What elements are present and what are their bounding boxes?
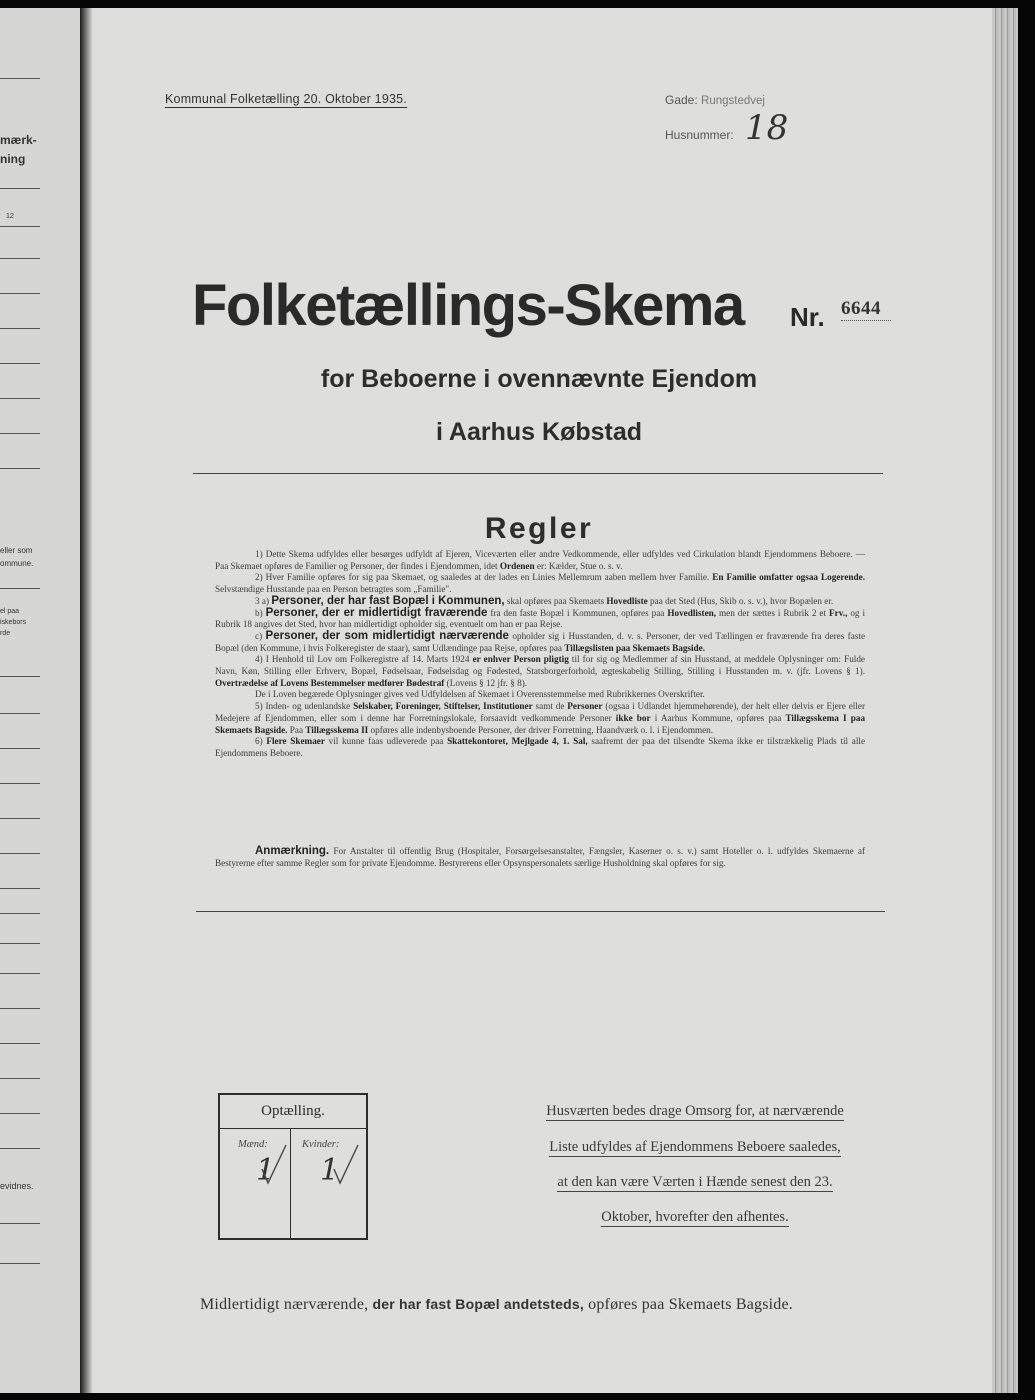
tally-box [218, 1093, 368, 1240]
women-count: 1 [320, 1153, 340, 1188]
form-rule [0, 783, 40, 784]
rules-heading: Regler [484, 512, 594, 545]
subtitle-residents: for Beboerne i ovennævnte Ejendom [320, 365, 758, 393]
rule-3a: 3 a) Personer, der har fast Bopæl i Kommunen, skal opføres paa Skemaets Hovedliste paa det Sted (Hus, Skib o. s. v.), hvor Bopælen er. [255, 594, 834, 607]
host-notice-line: at den kan være Værten i Hænde senest den 23. [557, 1174, 833, 1190]
form-rule [0, 328, 40, 329]
form-rule [0, 913, 40, 914]
rule-3c: c) Personer, der som midlertidigt nærværende opholder sig i Husstanden, d. v. s. Personer, der ved Tællingen er fraværende fra deres faste Bopæl (den Kommune, i hvis Folkeregister de staar), samt Udlændinge paa Rejse, opføres paa Tillægslisten paa Skemaets Bagside. [215, 629, 866, 653]
form-rule [0, 258, 40, 259]
form-rule [0, 818, 40, 819]
form-rule [0, 676, 40, 677]
house-number-value: 18 [745, 108, 789, 148]
rule-3b: b) Personer, der er midlertidigt fraværende fra den faste Bopæl i Kommunen, opføres paa Hovedlisten, men der sættes i Rubrik 2 et Frv., og i Rubrik 18 angives det Sted, hvor han midlertidigt opholder sig, eventuelt om han er paa Rejse. [215, 606, 866, 630]
fragment-text: mærk- [0, 133, 37, 147]
remark-body: For Anstalter til offentlig Brug (Hospitaler, Forsørgelsesanstalter, Fængsler, Kaserner o. s. v.) samt Hoteller o. l. udfyldes Skemaerne af Bestyrerne efter samme Regler som for private Ejendomme. Bestyrerens eller Opsynspersonalets særlige Husholdning skal opføres for sig. [215, 846, 866, 869]
form-title: Folketællings-Skema [192, 273, 744, 338]
divider [193, 473, 883, 474]
house-number-label: Husnummer: [665, 128, 734, 142]
form-rule [0, 1078, 40, 1079]
fragment-text: evidnes. [0, 1181, 34, 1191]
form-rule [0, 78, 40, 79]
rule-1: 1) Dette Skema udfyldes eller besørges udfyldt af Ejeren, Viceværten eller andre Vedkommende, eller udfyldes ved Cirkulation blandt Ejendommens Beboere. — Paa Skemaet opføres de Familier og Personer, der findes i Ejendommen, idet Ordenen er: Kælder, Stue o. s. v. [215, 549, 865, 571]
rules-text [215, 549, 865, 760]
check-mark-icon [332, 1143, 362, 1187]
rule-6: 6) Flere Skemaer vil kunne faas udleverede paa Skattekontoret, Mejlgade 4, 1. Sal, saafremt der paa det tilsendte Skema ikke er tilstrækkelig Plads til alle Ejendommens Beboere. [215, 736, 866, 758]
form-rule [0, 1008, 40, 1009]
form-rule [0, 293, 40, 294]
divider [196, 911, 885, 912]
subtitle-city: i Aarhus Købstad [435, 418, 643, 446]
street-field [665, 93, 765, 107]
form-rule [0, 853, 40, 854]
form-rule [0, 588, 40, 589]
form-rule [0, 468, 40, 469]
rule-5: 5) Inden- og udenlandske Selskaber, Foreninger, Stiftelser, Institutioner samt de Personer (ogsaa i Udlandet hjemmehørende), der helt eller delvis er Ejere eller Medejere af Ejendommen, eller som i denne har Forretningslokale, forsaavidt vedkommende Personer ikke bor i Aarhus Kommune, opføres paa Tillægsskema I paa Skemaets Bagside. Paa Tillægsskema II opføres alle indenbysboende Personer, der driver Forretning, Haandværk o. l. i Ejendommen. [215, 701, 866, 735]
check-mark-icon [260, 1143, 290, 1187]
form-rule [0, 888, 40, 889]
form-rule [0, 973, 40, 974]
fragment-text: iskebors [0, 619, 27, 626]
form-rule [0, 1223, 40, 1224]
fragment-text: eller som [0, 546, 33, 555]
fragment-text: el paa [0, 608, 20, 615]
host-notice-line: Husværten bedes drage Omsorg for, at nærværende [546, 1103, 844, 1119]
tally-title: Optælling. [220, 1095, 366, 1129]
fragment-text: ommune. [0, 559, 34, 568]
fragment-text: rde [0, 630, 11, 637]
form-number-value: 6644 [841, 298, 881, 319]
host-notice-line: Liste udfyldes af Ejendommens Beboere saaledes, [549, 1139, 841, 1155]
form-rule [0, 713, 40, 714]
form-number-rule [841, 320, 891, 321]
form-rule [0, 943, 40, 944]
form-rule [0, 1043, 40, 1044]
men-count: 1 [256, 1153, 276, 1188]
form-rule [0, 1263, 40, 1264]
form-rule [0, 748, 40, 749]
women-label: Kvinder: [302, 1139, 340, 1150]
fragment-text: 12 [6, 213, 14, 220]
book-gutter [80, 8, 92, 1393]
fragment-text: ning [0, 152, 26, 166]
form-rule [0, 226, 40, 227]
form-rule [0, 188, 40, 189]
host-notice-line: Oktober, hvorefter den afhentes. [601, 1209, 789, 1225]
previous-page-edge [0, 8, 80, 1393]
form-rule [0, 1148, 40, 1149]
rule-4-note: De i Loven begærede Oplysninger gives ved Udfyldelsen af Skemaet i Overensstemmelse med Rubrikkernes Overskrifter. [255, 689, 705, 700]
men-label: Mænd: [238, 1139, 268, 1150]
tally-divider [290, 1129, 291, 1238]
form-rule [0, 363, 40, 364]
form-rule [0, 398, 40, 399]
street-value: Rungstedvej [701, 95, 765, 107]
page-stack-edges [992, 8, 1018, 1393]
form-number-label: Nr. [790, 302, 825, 332]
footer-note: Midlertidigt nærværende, der har fast Bopæl andetsteds, opføres paa Skemaets Bagside. [200, 1296, 793, 1313]
remark-text [215, 845, 865, 870]
census-heading: Kommunal Folketælling 20. Oktober 1935. [165, 92, 407, 106]
form-rule [0, 1113, 40, 1114]
street-label: Gade: [665, 93, 698, 107]
remark-heading: Anmærkning. [255, 845, 330, 857]
rule-2: 2) Hver Familie opføres for sig paa Skemaet, og saaledes at der lades en Linies Mellemrum aaben mellem hver Familie. En Familie omfatter ogsaa Logerende. Selvstændige Husstande paa en Person betragtes som „Familie". [215, 572, 865, 595]
rule-4: 4) I Henhold til Lov om Folkeregistre af 14. Marts 1924 er enhver Person pligtig til for sig og Medlemmer af sin Husstand, at meddele Oplysninger om: Fulde Navn, Køn, Stilling eller Erhverv, Bopæl, Fødselsaar, Fødselsdag og Fødested, Statsborgerforhold, ægteskabelig Stilling, Stilling i Husstanden m. v. (jfr. Lovens § 1). Overtrædelse af Lovens Bestemmelser medfører Bødestraf (Lovens § 12 jfr. § 8). [215, 654, 866, 688]
